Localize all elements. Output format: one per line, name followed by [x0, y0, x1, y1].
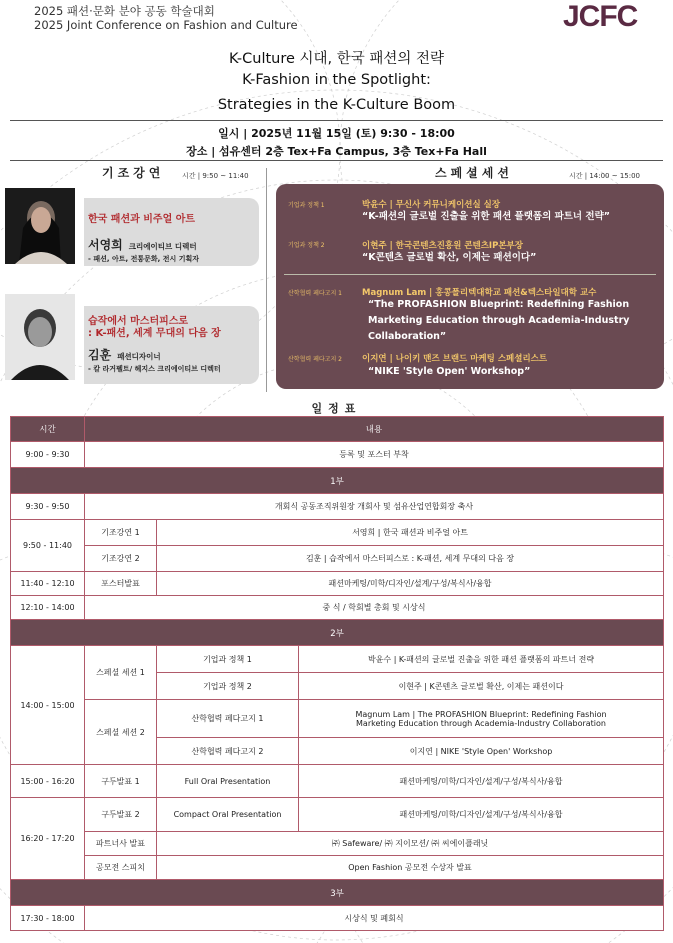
- special-4-tag: 산학협력 페다고지 2: [288, 356, 343, 363]
- special-3-tag: 산학협력 페다고지 1: [288, 290, 343, 297]
- content-cell: 패션마케팅/미학/디자인/설계/구성/복식사/융합: [157, 572, 664, 596]
- label-cell: 스페셜 세션 2: [85, 700, 157, 765]
- label-cell: 공모전 스피치: [85, 856, 157, 880]
- time-cell: 9:00 - 9:30: [11, 442, 85, 468]
- main-title-en-1: K-Fashion in the Spotlight:: [242, 72, 431, 88]
- time-cell: 12:10 - 14:00: [11, 596, 85, 620]
- part-band: [11, 468, 664, 494]
- table-row: [11, 572, 664, 596]
- label-cell: 기조강연 2: [85, 546, 157, 572]
- column-divider: [266, 168, 267, 392]
- part-band: [11, 880, 664, 906]
- keynote-2-speaker: 김훈 패션디자이너: [88, 348, 161, 362]
- keynote-card-2: [84, 306, 259, 384]
- table-row: [11, 596, 664, 620]
- table-row: [11, 906, 664, 931]
- content-cell: ㈜ Safeware/ ㈜ 지이모션/ ㈜ 씨에이플래닛: [157, 832, 664, 856]
- time-cell: 11:40 - 12:10: [11, 572, 85, 596]
- content-cell: Open Fashion 공모전 수상자 발표: [157, 856, 664, 880]
- sublabel-cell: Compact Oral Presentation: [157, 798, 299, 832]
- special-2-talk: “K콘텐츠 글로벌 확산, 이제는 패션이다”: [362, 252, 537, 263]
- part-2-label: 2부: [11, 620, 664, 646]
- col-header-content: 내용: [85, 417, 664, 442]
- divider: [10, 160, 663, 161]
- special-3-talk-l1: “The PROFASHION Blueprint: Redefining Fashion: [368, 299, 630, 310]
- table-header-row: [11, 417, 664, 442]
- content-cell: 개회식 공동조직위원장 개회사 및 섬유산업연합회장 축사: [85, 494, 664, 520]
- sublabel-cell: Full Oral Presentation: [157, 765, 299, 798]
- label-cell: 구두발표 1: [85, 765, 157, 798]
- jcfc-logo: JCFC: [563, 0, 638, 33]
- schedule-table: [10, 416, 664, 931]
- keynote-2-talk-l2: : K-패션, 세계 무대의 다음 장: [88, 328, 221, 339]
- special-session-time: 시간 | 14:00 ~ 15:00: [569, 172, 640, 180]
- keynote-1-desc: - 패션, 아트, 전통문화, 전시 기획자: [88, 255, 199, 263]
- table-row: [11, 700, 664, 738]
- main-title-en-2: Strategies in the K-Culture Boom: [217, 97, 456, 113]
- table-row: [11, 832, 664, 856]
- divider: [10, 120, 663, 121]
- special-session-box: [276, 184, 664, 389]
- table-row: [11, 856, 664, 880]
- time-cell: 9:50 - 11:40: [11, 520, 85, 572]
- conference-title-ko: 2025 패션·문화 분야 공동 학술대회: [34, 4, 215, 18]
- content-cell: 박윤수 | K-패션의 글로벌 진출을 위한 패션 플랫폼의 파트너 전략: [299, 646, 664, 673]
- content-cell: 이현주 | K콘텐츠 글로벌 확산, 이제는 패션이다: [299, 673, 664, 700]
- sublabel-cell: 산학협력 페다고지 2: [157, 738, 299, 765]
- speaker-photo-seo: [5, 188, 75, 264]
- keynote-1-talk: 한국 패션과 비주얼 아트: [88, 214, 196, 225]
- time-cell: 14:00 - 15:00: [11, 646, 85, 765]
- special-3-talk-l2: Marketing Education through Academia-Industry: [368, 315, 630, 326]
- event-date: 일시 | 2025년 11월 15일 (토) 9:30 - 18:00: [218, 127, 455, 140]
- content-cell: 김훈 | 습작에서 마스터피스로 : K-패션, 세계 무대의 다음 장: [157, 546, 664, 572]
- table-row: [11, 798, 664, 832]
- table-row: [11, 765, 664, 798]
- special-1-tag: 기업과 정책 1: [288, 202, 325, 209]
- content-cell: 패션마케팅/미학/디자인/설계/구성/복식사/융합: [299, 765, 664, 798]
- time-cell: 9:30 - 9:50: [11, 494, 85, 520]
- content-cell: 등록 및 포스터 부착: [85, 442, 664, 468]
- content-cell: 패션마케팅/미학/디자인/설계/구성/복식사/융합: [299, 798, 664, 832]
- label-cell: 파트너사 발표: [85, 832, 157, 856]
- sublabel-cell: 기업과 정책 2: [157, 673, 299, 700]
- special-3-talk-l3: Collaboration”: [368, 331, 447, 342]
- sublabel-cell: 산학협력 페다고지 1: [157, 700, 299, 738]
- label-cell: 기조강연 1: [85, 520, 157, 546]
- content-cell: 이지연 | NIKE 'Style Open' Workshop: [299, 738, 664, 765]
- special-1-talk: “K-패션의 글로벌 진출을 위한 패션 플랫폼의 파트너 전략”: [362, 211, 611, 222]
- part-1-label: 1부: [11, 468, 664, 494]
- special-3-speaker: Magnum Lam | 홍콩폴리텍대학교 패션&텍스타일대학 교수: [362, 288, 597, 298]
- part-3-label: 3부: [11, 880, 664, 906]
- keynote-2-desc: - 칼 라거펠트/ 헤지스 크리에이티브 디렉터: [88, 365, 221, 373]
- main-title-ko: K-Culture 시대, 한국 패션의 전략: [228, 51, 445, 67]
- table-row: [11, 546, 664, 572]
- label-cell: 포스터발표: [85, 572, 157, 596]
- time-cell: 15:00 - 16:20: [11, 765, 85, 798]
- keynote-time: 시간 | 9:50 ~ 11:40: [182, 172, 249, 180]
- table-row: [11, 646, 664, 673]
- sublabel-cell: 기업과 정책 1: [157, 646, 299, 673]
- table-row: [11, 494, 664, 520]
- label-cell: 구두발표 2: [85, 798, 157, 832]
- col-header-time: 시간: [11, 417, 85, 442]
- content-cell: 중 식 / 학회별 총회 및 시상식: [85, 596, 664, 620]
- special-4-talk: “NIKE 'Style Open' Workshop”: [368, 366, 531, 377]
- content-cell: 서영희 | 한국 패션과 비주얼 아트: [157, 520, 664, 546]
- speaker-photo-kim: [5, 294, 75, 380]
- special-session-heading: 스페셜세션: [435, 166, 513, 180]
- time-cell: 16:20 - 17:20: [11, 798, 85, 880]
- special-4-speaker: 이지연 | 나이키 맨즈 브랜드 마케팅 스페셜리스트: [362, 354, 548, 364]
- special-1-speaker: 박윤수 | 무신사 커뮤니케이션실 실장: [362, 200, 501, 210]
- part-band: [11, 620, 664, 646]
- special-divider: [284, 274, 656, 275]
- keynote-2-talk-l1: 습작에서 마스터피스로: [88, 316, 189, 327]
- special-2-tag: 기업과 정책 2: [288, 242, 325, 249]
- keynote-heading: 기조강연: [102, 166, 165, 180]
- special-2-speaker: 이현주 | 한국콘텐츠진흥원 콘텐츠IP본부장: [362, 241, 523, 251]
- table-row: [11, 520, 664, 546]
- event-place: 장소 | 섬유센터 2층 Tex+Fa Campus, 3층 Tex+Fa Hall: [186, 145, 487, 158]
- conference-title-en: 2025 Joint Conference on Fashion and Culture: [34, 18, 298, 32]
- table-row: [11, 442, 664, 468]
- keynote-1-speaker: 서영희 크리에이티브 디렉터: [88, 238, 197, 252]
- keynote-card-1: [84, 198, 259, 266]
- content-cell: 시상식 및 폐회식: [85, 906, 664, 931]
- content-cell: Magnum Lam | The PROFASHION Blueprint: Redefining Fashion Marketing Education through Academia-Industry Collaboration: [299, 700, 664, 738]
- schedule-heading: 일정표: [311, 402, 362, 415]
- label-cell: 스페셜 세션 1: [85, 646, 157, 700]
- time-cell: 17:30 - 18:00: [11, 906, 85, 931]
